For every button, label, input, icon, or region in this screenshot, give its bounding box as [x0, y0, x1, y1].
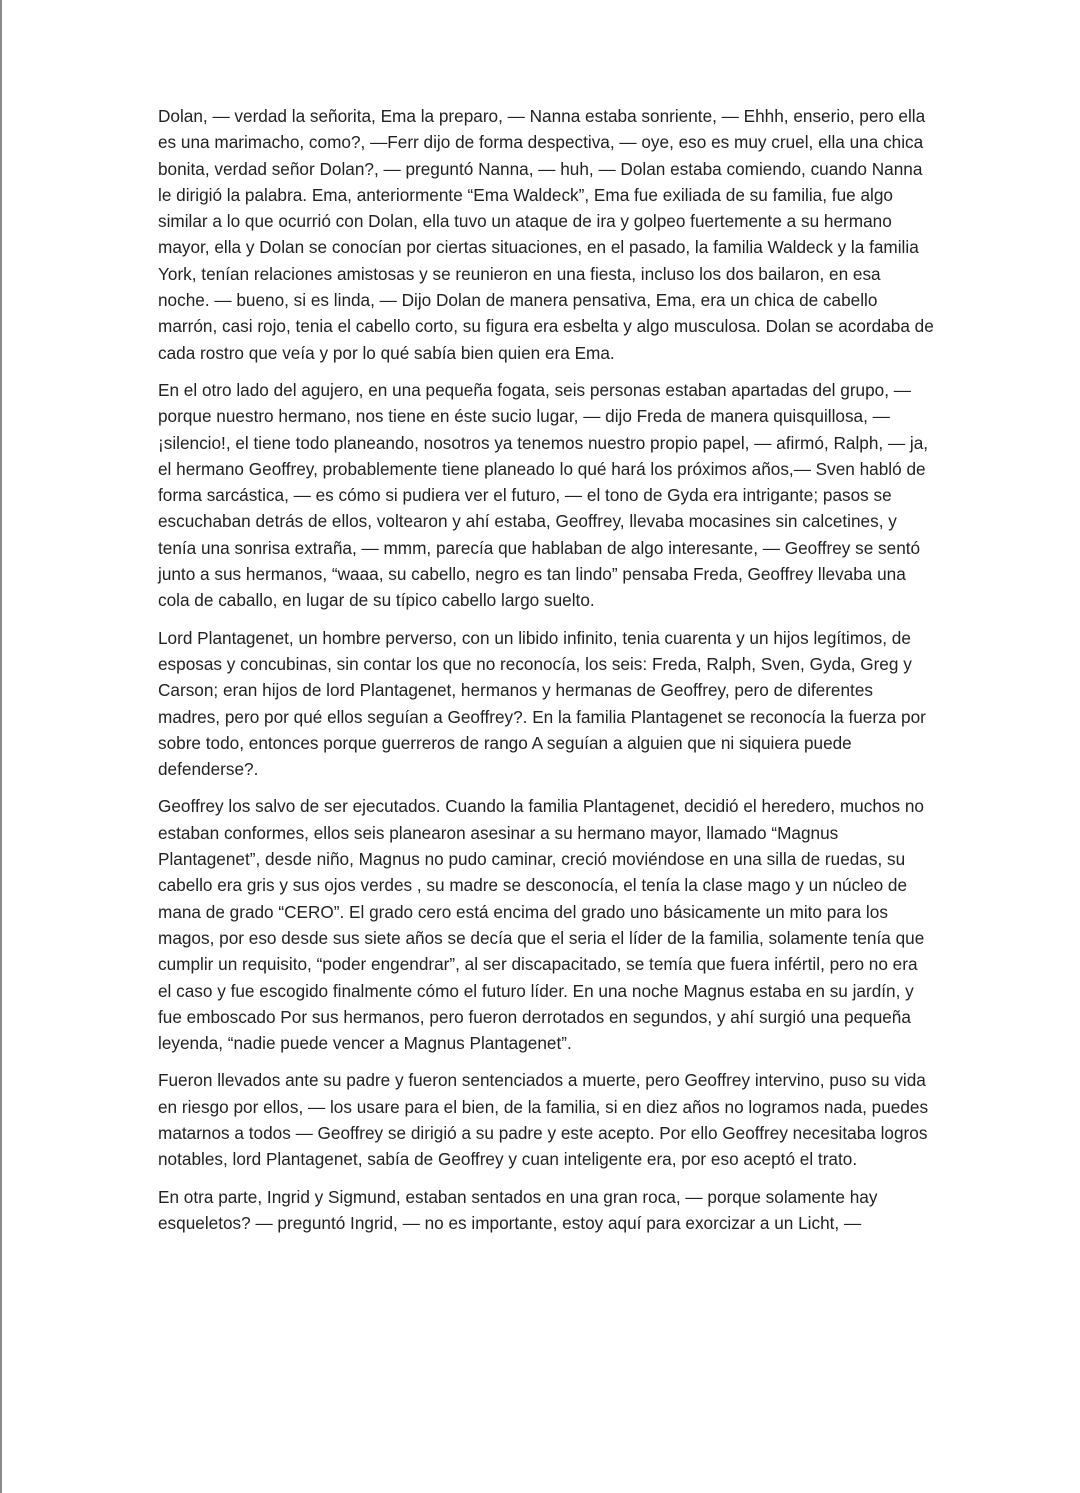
document-body	[158, 103, 934, 1247]
paragraph-5: Fueron llevados ante su padre y fueron sentenciados a muerte, pero Geoffrey intervino, puso su vida en riesgo por ellos, — los usare para el bien, de la familia, si en diez años no logramos nada, puedes matarnos a todos — Geoffrey se dirigió a su padre y este acepto. Por ello Geoffrey necesitaba logros notables, lord Plantagenet, sabía de Geoffrey y cuan inteligente era, por eso aceptó el trato.	[158, 1070, 929, 1170]
paragraph-2: En el otro lado del agujero, en una pequeña fogata, seis personas estaban apartadas del grupo, — porque nuestro hermano, nos tiene en éste sucio lugar, — dijo Freda de manera quisquillosa, — ¡silencio!, el tiene todo planeando, nosotros ya tenemos nuestro propio papel, — afirmó, Ralph, — ja, el hermano Geoffrey, probablemente tiene planeado lo qué hará los próximos años,— Sven habló de forma sarcástica, — es cómo si pudiera ver el futuro, — el tono de Gyda era intrigante; pasos se escuchaban detrás de ellos, voltearon y ahí estaba, Geoffrey, llevaba mocasines sin calcetines, y tenía una sonrisa extraña, — mmm, parecía que hablaban de algo interesante, — Geoffrey se sentó junto a sus hermanos, “waaa, su cabello, negro es tan lindo” pensaba Freda, Geoffrey llevaba una cola de caballo, en lugar de su típico cabello largo suelto.	[158, 379, 929, 611]
paragraph-3: Lord Plantagenet, un hombre perverso, con un libido infinito, tenia cuarenta y un hijos legítimos, de esposas y concubinas, sin contar los que no reconocía, los seis: Freda, Ralph, Sven, Gyda, Greg y Carson; eran hijos de lord Plantagenet, hermanos y hermanas de Geoffrey, pero de diferentes madres, pero por qué ellos seguían a Geoffrey?. En la familia Plantagenet se reconocía la fuerza por sobre todo, entonces porque guerreros de rango A seguían a alguien que ni siquiera puede defenderse?.	[158, 627, 926, 780]
paragraph-4: Geoffrey los salvo de ser ejecutados. Cuando la familia Plantagenet, decidió el heredero, muchos no estaban conformes, ellos seis planearon asesinar a su hermano mayor, llamado “Magnus Plantagenet”, desde niño, Magnus no pudo caminar, creció moviéndose en una silla de ruedas, su cabello era gris y sus ojos verdes , su madre se desconocía, el tenía la clase mago y un núcleo de mana de grado “CERO”. El grado cero está encima del grado uno básicamente un mito para los magos, por eso desde sus siete años se decía que el seria el líder de la familia, solamente tenía que cumplir un requisito, “poder engendrar”, al ser discapacitado, se temía que fuera infértil, pero no era el caso y fue escogido finalmente cómo el futuro líder. En una noche Magnus estaba en su jardín, y fue emboscado Por sus hermanos, pero fueron derrotados en segundos, y ahí surgió una pequeña leyenda, “nadie puede vencer a Magnus Plantagenet”.	[158, 796, 925, 1054]
paragraph-1: Dolan, — verdad la señorita, Ema la preparo, — Nanna estaba sonriente, — Ehhh, enserio, pero ella es una marimacho, como?, —Ferr dijo de forma despectiva, — oye, eso es muy cruel, ella una chica bonita, verdad señor Dolan?, — preguntó Nanna, — huh, — Dolan estaba comiendo, cuando Nanna le dirigió la palabra. Ema, anteriormente “Ema Waldeck”, Ema fue exiliada de su familia, fue algo similar a lo que ocurrió con Dolan, ella tuvo un ataque de ira y golpeo fuertemente a su hermano mayor, ella y Dolan se conocían por ciertas situaciones, en el pasado, la familia Waldeck y la familia York, tenían relaciones amistosas y se reunieron en una fiesta, incluso los dos bailaron, en esa noche. — bueno, si es linda, — Dijo Dolan de manera pensativa, Ema, era un chica de cabello marrón, casi rojo, tenia el cabello corto, su figura era esbelta y algo musculosa. Dolan se acordaba de cada rostro que veía y por lo qué sabía bien quien era Ema.	[158, 106, 934, 363]
paragraph-6: En otra parte, Ingrid y Sigmund, estaban sentados en una gran roca, — porque solamente hay esqueletos? — preguntó Ingrid, — no es importante, estoy aquí para exorcizar a un Licht, —	[158, 1186, 878, 1233]
